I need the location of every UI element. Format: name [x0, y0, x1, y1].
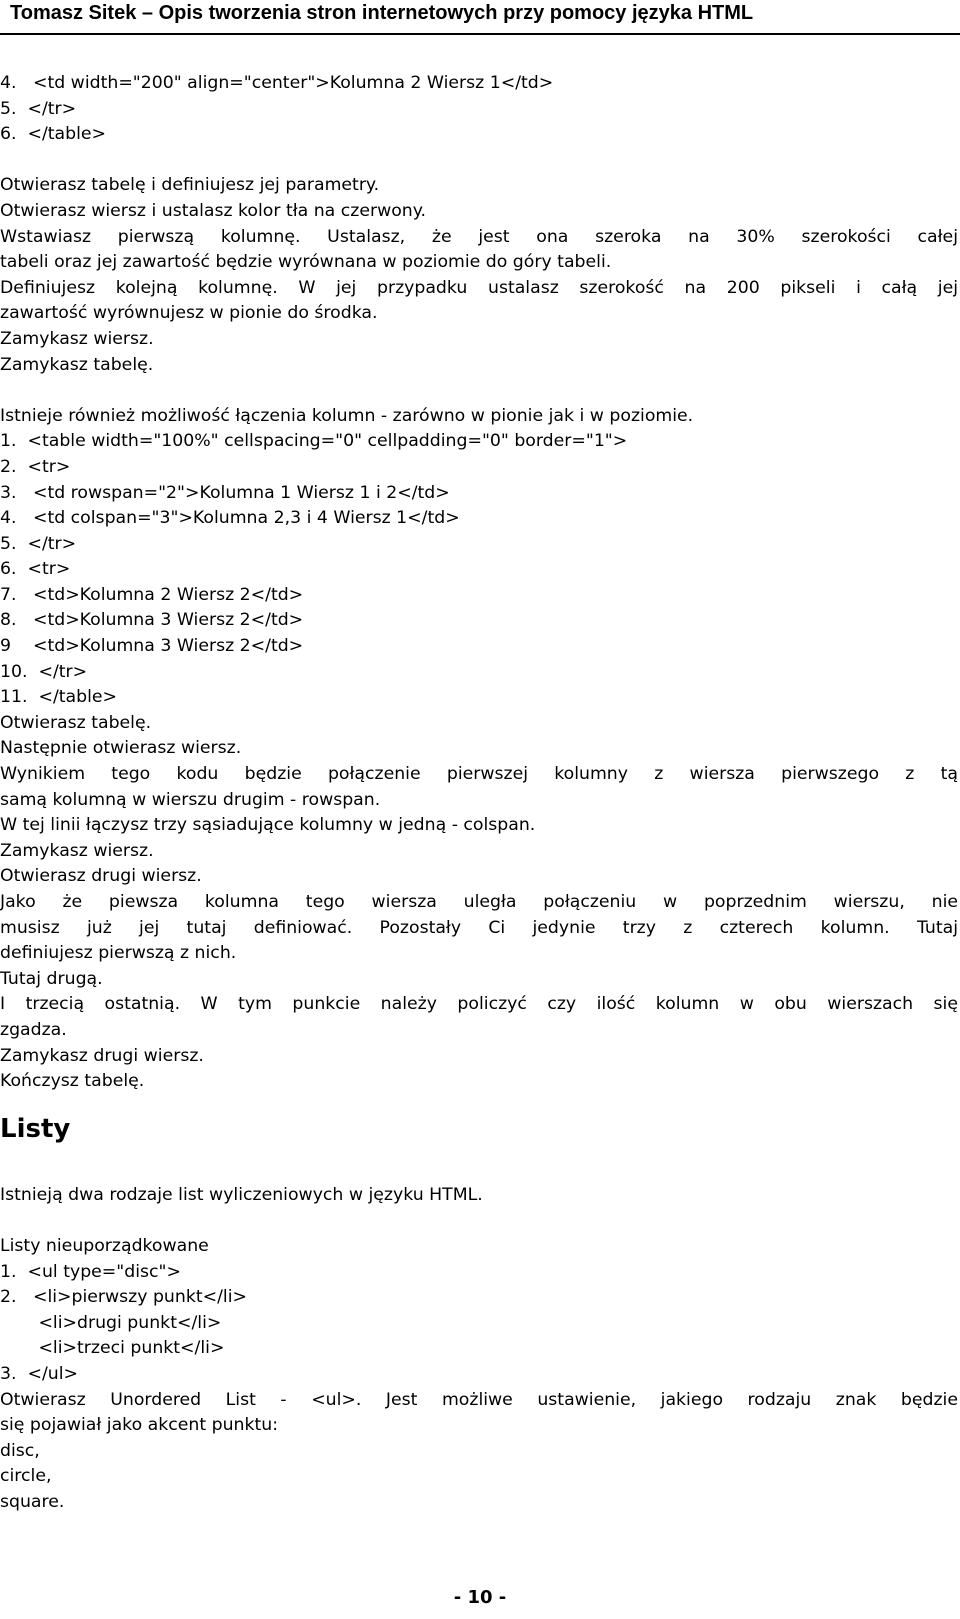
text-line: Otwierasz tabelę. — [0, 712, 152, 733]
text-line: Otwierasz tabelę i definiujesz jej parametry. — [0, 175, 380, 196]
spacer — [0, 378, 958, 404]
code-block-1 — [0, 71, 958, 148]
text-line: circle, — [0, 1466, 52, 1487]
text-line: tabeli oraz jej zawartość będzie wyrównana w poziomie do góry tabeli. — [0, 252, 612, 273]
text-line: zawartość wyrównujesz w pionie do środka. — [0, 303, 378, 324]
code-line: 11. </table> — [0, 687, 118, 708]
code-block-2 — [0, 429, 958, 711]
text-line: samą kolumną w wierszu drugim - rowspan. — [0, 789, 381, 810]
paragraph-intro: Istnieje również możliwość łączenia kolumn - zarówno w pionie jak i w poziomie. — [0, 405, 694, 426]
code-line: <li>drugi punkt</li> — [0, 1312, 222, 1333]
code-line: 1. <table width="100%" cellspacing="0" cellpadding="0" border="1"> — [0, 431, 628, 452]
text-line: Otwierasz wiersz i ustalasz kolor tła na czerwony. — [0, 200, 426, 221]
text-line: Definiujesz kolejną kolumnę. W jej przypadku ustalasz szerokość na 200 pikseli i całą jej — [0, 277, 958, 298]
spacer — [0, 1095, 958, 1109]
code-line: 4. <td width="200" align="center">Kolumna 2 Wiersz 1</td> — [0, 73, 554, 93]
text-line: Kończysz tabelę. — [0, 1071, 145, 1092]
code-line: 5. </tr> — [0, 98, 77, 119]
document-body — [0, 71, 958, 1515]
text-line: I trzecią ostatnią. W tym punkcie należy policzyć czy ilość kolumn w obu wierszach się — [0, 994, 958, 1015]
text-line: definiujesz pierwszą z nich. — [0, 943, 237, 964]
text-line: się pojawiał jako akcent punktu: — [0, 1415, 279, 1436]
text-line: Jako że piewsza kolumna tego wiersza uległa połączeniu w poprzednim wierszu, nie — [0, 892, 958, 912]
code-line: 8. <td>Kolumna 3 Wiersz 2</td> — [0, 610, 304, 631]
page-number: - 10 - — [453, 1587, 507, 1608]
text-line: Zamykasz tabelę. — [0, 354, 154, 375]
code-line: 4. <td colspan="3">Kolumna 2,3 i 4 Wiersz 1</td> — [0, 508, 460, 529]
text-line: square. — [0, 1491, 65, 1512]
explanation-block-2 — [0, 711, 958, 1095]
spacer — [0, 148, 958, 174]
code-line: 5. </tr> — [0, 533, 77, 554]
header-divider — [0, 33, 960, 35]
code-line: 3. </ul> — [0, 1363, 79, 1384]
explanation-block-1 — [0, 173, 958, 378]
text-line: Otwierasz Unordered List - <ul>. Jest możliwe ustawienie, jakiego rodzaju znak będzie — [0, 1389, 958, 1410]
text-line: Zamykasz wiersz. — [0, 328, 154, 349]
code-line: 6. </table> — [0, 124, 107, 145]
code-block-3 — [0, 1260, 958, 1388]
code-line: 1. <ul type="disc"> — [0, 1261, 181, 1282]
text-line: W tej linii łączysz trzy sąsiadujące kolumny w jedną - colspan. — [0, 815, 536, 836]
text-line: disc, — [0, 1440, 40, 1461]
spacer — [0, 1149, 958, 1183]
code-line: <li>trzeci punkt</li> — [0, 1338, 225, 1359]
code-line: 9 <td>Kolumna 3 Wiersz 2</td> — [0, 636, 304, 657]
text-line: Otwierasz drugi wiersz. — [0, 866, 202, 887]
code-line: 2. <li>pierwszy punkt</li> — [0, 1287, 248, 1308]
spacer — [0, 1208, 958, 1234]
code-line: 10. </tr> — [0, 661, 88, 682]
explanation-block-3 — [0, 1388, 958, 1516]
code-line: 2. <tr> — [0, 456, 71, 477]
paragraph-intro: Istnieją dwa rodzaje list wyliczeniowych w języku HTML. — [0, 1184, 483, 1205]
page-header-title: Tomasz Sitek – Opis tworzenia stron internetowych przy pomocy języka HTML — [10, 2, 754, 24]
code-line: 3. <td rowspan="2">Kolumna 1 Wiersz 1 i 2</td> — [0, 482, 450, 503]
text-line: Tutaj drugą. — [0, 968, 103, 989]
text-line: Zamykasz drugi wiersz. — [0, 1045, 204, 1066]
text-line: Wstawiasz pierwszą kolumnę. Ustalasz, że jest ona szeroka na 30% szerokości całej — [0, 226, 958, 247]
section-heading: Listy — [0, 1113, 71, 1144]
text-line: Wynikiem tego kodu będzie połączenie pierwszej kolumny z wiersza pierwszego z tą — [0, 764, 958, 785]
subheading: Listy nieuporządkowane — [0, 1235, 209, 1256]
code-line: 6. <tr> — [0, 559, 71, 580]
code-line: 7. <td>Kolumna 2 Wiersz 2</td> — [0, 584, 304, 605]
text-line: Następnie otwierasz wiersz. — [0, 738, 242, 759]
text-line: zgadza. — [0, 1019, 67, 1040]
text-line: Zamykasz wiersz. — [0, 840, 154, 861]
text-line: musisz już jej tutaj definiować. Pozostały Ci jedynie trzy z czterech kolumn. Tutaj — [0, 917, 958, 938]
